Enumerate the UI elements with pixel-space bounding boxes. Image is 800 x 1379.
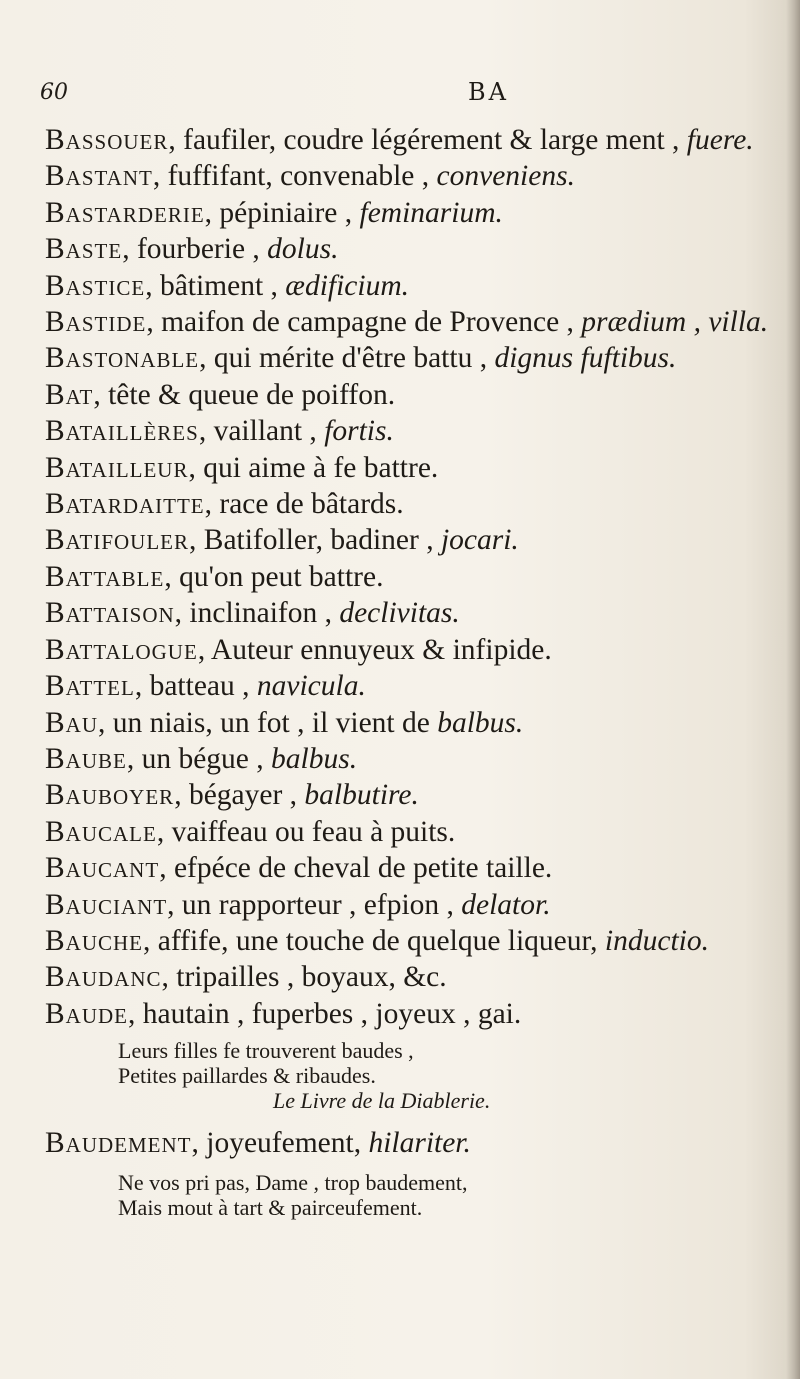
headword: Batardaitte bbox=[45, 488, 205, 521]
headword: Bassouer bbox=[45, 124, 169, 156]
latin-equivalent: ædificium. bbox=[285, 269, 410, 302]
latin-equivalent: dignus fuftibus. bbox=[494, 342, 677, 375]
page-number: 60 bbox=[40, 80, 68, 105]
definition: , affife, une touche de quelque liqueur, bbox=[143, 924, 598, 957]
dictionary-entry bbox=[45, 923, 800, 959]
definition: , vaillant , bbox=[198, 415, 317, 448]
definition: , pépiniaire , bbox=[204, 196, 353, 229]
dictionary-entry bbox=[45, 996, 800, 1032]
dictionary-entry bbox=[45, 377, 800, 413]
definition: , qu'on peut battre. bbox=[164, 560, 384, 593]
definition: , bâtiment , bbox=[145, 269, 278, 302]
definition: , hautain , fuperbes , joyeux , gai. bbox=[128, 997, 522, 1030]
dictionary-entry bbox=[45, 231, 800, 267]
latin-equivalent: jocari. bbox=[440, 524, 519, 557]
definition: , fourberie , bbox=[122, 233, 260, 266]
dictionary-entry bbox=[45, 595, 800, 631]
definition: , batteau , bbox=[134, 670, 250, 703]
quote-source: Le Livre de la Diablerie. bbox=[273, 1088, 491, 1114]
dictionary-column bbox=[45, 122, 800, 1220]
latin-equivalent: fortis. bbox=[324, 415, 394, 448]
latin-equivalent: declivitas. bbox=[339, 597, 460, 630]
headword: Baucant bbox=[45, 852, 160, 885]
latin-equivalent: hilariter. bbox=[368, 1127, 471, 1160]
dictionary-entry bbox=[45, 195, 800, 231]
dictionary-entry bbox=[45, 413, 800, 449]
dictionary-entry bbox=[45, 304, 800, 340]
quote-line: Leurs filles fe trouverent baudes , bbox=[118, 1038, 414, 1064]
dictionary-entry bbox=[45, 268, 800, 304]
dictionary-entry bbox=[45, 122, 800, 158]
definition: , bégayer , bbox=[174, 779, 298, 812]
quote-line: Petites paillardes & ribaudes. bbox=[118, 1063, 376, 1089]
entry-list bbox=[45, 122, 800, 1032]
definition: , un bégue , bbox=[126, 742, 264, 775]
latin-equivalent: balbus. bbox=[271, 742, 358, 775]
latin-equivalent: inductio. bbox=[604, 924, 709, 957]
definition: , inclinaifon , bbox=[174, 597, 332, 630]
headword: Baste bbox=[45, 233, 123, 266]
headword: Battaison bbox=[45, 597, 175, 630]
definition: , un niais, un fot , il vient de bbox=[98, 706, 430, 739]
definition: , tripailles , boyaux, &c. bbox=[161, 961, 447, 994]
dictionary-entry bbox=[45, 522, 800, 558]
latin-equivalent: balbus. bbox=[437, 706, 524, 739]
headword: Bau bbox=[45, 706, 99, 739]
headword: Bauboyer bbox=[45, 779, 175, 812]
headword: Battel bbox=[45, 670, 135, 703]
latin-equivalent: prædium , villa. bbox=[581, 306, 769, 339]
definition: , efpéce de cheval de petite taille. bbox=[159, 852, 553, 885]
headword: Baube bbox=[45, 742, 127, 775]
headword: Baudement bbox=[45, 1127, 192, 1160]
definition: , qui mérite d'être battu , bbox=[199, 342, 488, 375]
definition: , fuffifant, convenable , bbox=[152, 160, 430, 193]
latin-equivalent: fuere. bbox=[686, 124, 754, 156]
definition: , faufiler, coudre légérement & large ment , bbox=[168, 124, 680, 156]
dictionary-entry bbox=[45, 668, 800, 704]
headword: Bastarderie bbox=[45, 196, 205, 229]
page-header bbox=[0, 78, 800, 114]
definition: , Auteur ennuyeux & infipide. bbox=[197, 633, 552, 666]
headword: Bastice bbox=[45, 269, 146, 302]
headword: Batailleur bbox=[45, 451, 189, 484]
dictionary-entry bbox=[45, 632, 800, 668]
definition: , maifon de campagne de Provence , bbox=[146, 306, 574, 339]
quote-line: Ne vos pri pas, Dame , trop baudement, bbox=[118, 1169, 468, 1195]
dictionary-entry bbox=[45, 959, 800, 995]
headword: Baucale bbox=[45, 815, 157, 848]
headword: Bauche bbox=[45, 924, 144, 957]
dictionary-entry bbox=[45, 777, 800, 813]
dictionary-entry bbox=[45, 1125, 800, 1161]
headword: Baude bbox=[45, 997, 129, 1030]
definition: , vaiffeau ou feau à puits. bbox=[156, 815, 456, 848]
definition: , race de bâtards. bbox=[204, 488, 404, 521]
definition: , tête & queue de poiffon. bbox=[93, 378, 396, 411]
headword: Bastide bbox=[45, 306, 147, 339]
quote-line: Mais mout à tart & pairceufement. bbox=[118, 1194, 423, 1220]
latin-equivalent: navicula. bbox=[256, 670, 366, 703]
running-head: BA bbox=[468, 78, 509, 106]
headword: Bataillères bbox=[45, 415, 199, 448]
dictionary-entry bbox=[45, 158, 800, 194]
dictionary-entry bbox=[45, 705, 800, 741]
latin-equivalent: feminarium. bbox=[359, 196, 503, 229]
latin-equivalent: dolus. bbox=[267, 233, 339, 266]
headword: Bat bbox=[45, 378, 94, 411]
headword: Battable bbox=[45, 560, 165, 593]
definition: , qui aime à fe battre. bbox=[188, 451, 439, 484]
dictionary-entry bbox=[45, 741, 800, 777]
dictionary-entry bbox=[45, 559, 800, 595]
dictionary-entry bbox=[45, 486, 800, 522]
dictionary-entry bbox=[45, 887, 800, 923]
latin-equivalent: delator. bbox=[461, 888, 551, 921]
latin-equivalent: balbutire. bbox=[304, 779, 419, 812]
dictionary-entry bbox=[45, 340, 800, 376]
dictionary-entry bbox=[45, 450, 800, 486]
latin-equivalent: conveniens. bbox=[436, 160, 575, 193]
headword: Battalogue bbox=[45, 633, 198, 666]
headword: Bastant bbox=[45, 160, 153, 193]
definition: , Batifoller, badiner , bbox=[189, 524, 434, 557]
dictionary-entry bbox=[45, 850, 800, 886]
headword: Bastonable bbox=[45, 342, 200, 375]
headword: Bauciant bbox=[45, 888, 168, 921]
headword: Baudanc bbox=[45, 961, 162, 994]
definition: , un rapporteur , efpion , bbox=[167, 888, 454, 921]
definition: , joyeufement, bbox=[191, 1127, 362, 1160]
dictionary-entry bbox=[45, 814, 800, 850]
headword: Batifouler bbox=[45, 524, 190, 557]
